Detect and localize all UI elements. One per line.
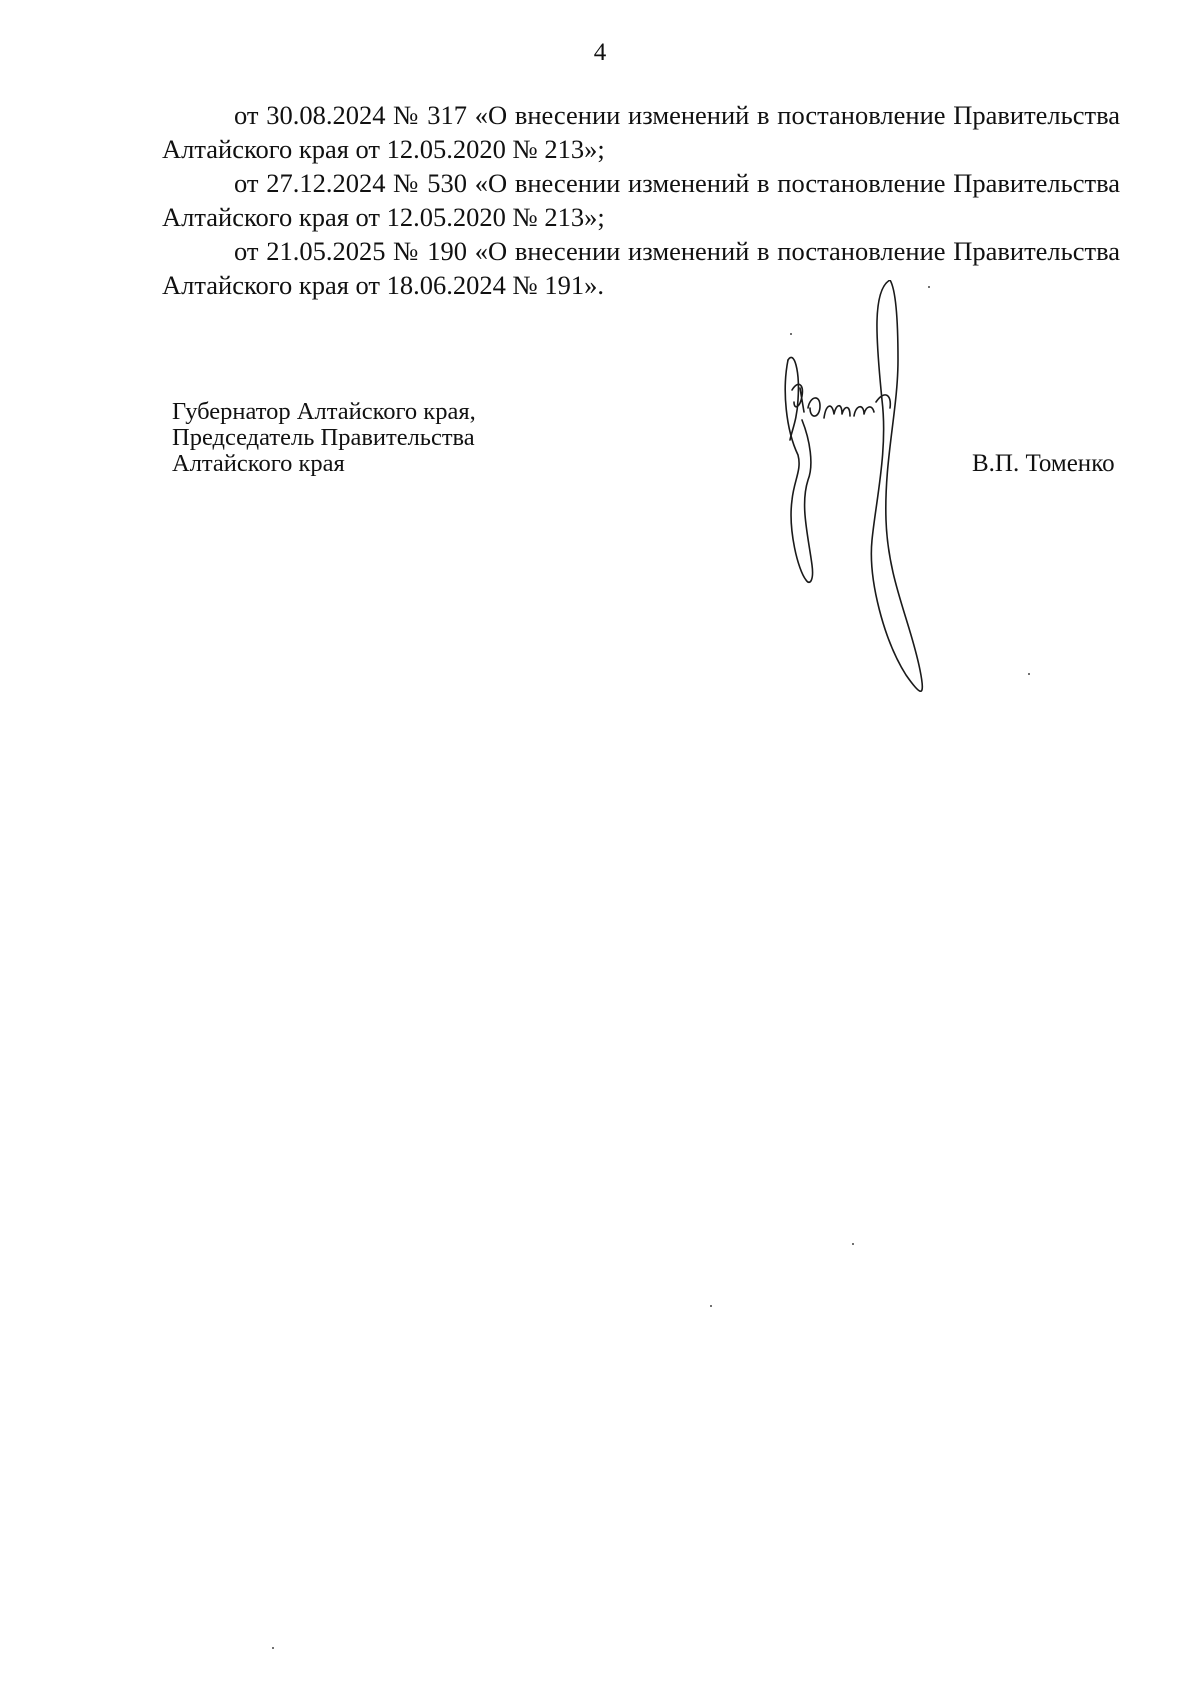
handwritten-signature [780,280,960,720]
amendments-list [162,98,1120,302]
scan-speck [790,333,792,335]
signatory-position-line: Председатель Правительства [172,424,475,451]
amendment-item: от 21.05.2025 № 190 «О внесении изменений в постановление Правительства Алтайского края от 18.06.2024 № 191». [162,236,1120,300]
page-number: 4 [593,39,607,66]
scan-speck [852,1243,854,1245]
amendment-item: от 27.12.2024 № 530 «О внесении изменений в постановление Правительства Алтайского края от 12.05.2020 № 213»; [162,168,1120,232]
scan-speck [1028,673,1030,675]
signatory-name: В.П. Томенко [972,450,1115,477]
signatory-position-line: Губернатор Алтайского края, [172,398,476,425]
scan-speck [928,286,930,288]
amendment-item: от 30.08.2024 № 317 «О внесении изменений в постановление Правительства Алтайского края от 12.05.2020 № 213»; [162,100,1120,164]
signatory-position-line: Алтайского края [172,450,345,477]
scan-speck [272,1647,274,1649]
scan-speck [710,1305,712,1307]
signatory-position [172,399,476,477]
